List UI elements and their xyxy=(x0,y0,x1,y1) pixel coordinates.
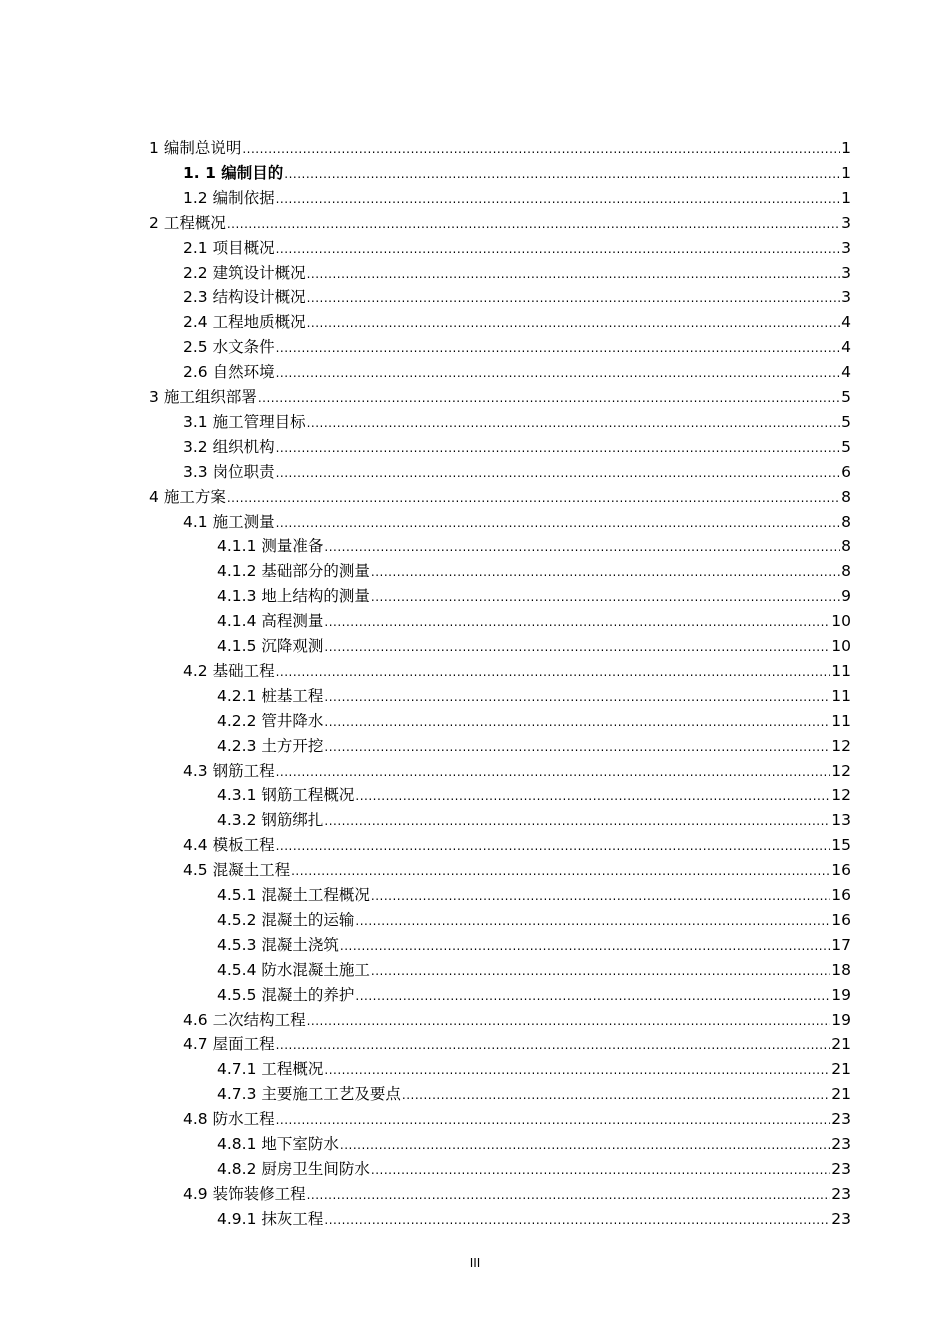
toc-entry-number: 4.3.2 xyxy=(217,811,257,830)
toc-entry-title xyxy=(183,236,275,261)
toc-entry-number: 2.4 xyxy=(183,313,208,332)
toc-entry-title xyxy=(183,285,306,310)
toc-entry-text: 工程概况 xyxy=(163,213,226,232)
toc-dot-leader xyxy=(324,809,830,834)
toc-entry-page: 11 xyxy=(831,661,851,680)
toc-entry-page: 21 xyxy=(831,1060,851,1079)
toc-entry-number: 4.7.1 xyxy=(217,1060,257,1079)
toc-dot-leader xyxy=(371,959,830,984)
toc-dot-leader xyxy=(355,909,830,934)
toc-entry-title xyxy=(217,1082,401,1107)
toc-entry-text: 地下室防水 xyxy=(261,1135,339,1153)
toc-dot-leader xyxy=(324,1208,830,1233)
toc-entry-text: 主要施工工艺及要点 xyxy=(261,1085,401,1104)
toc-dot-leader xyxy=(355,984,830,1009)
toc-entry-number: 3.2 xyxy=(183,437,208,456)
toc-entry-page: 16 xyxy=(831,861,851,880)
toc-dot-leader xyxy=(276,436,841,461)
toc-entry-number: 4.9 xyxy=(183,1184,208,1203)
toc-entry-page: 9 xyxy=(841,587,851,606)
toc-entry[interactable] xyxy=(183,833,851,858)
toc-entry-number: 2 xyxy=(149,213,159,232)
toc-entry-page: 1 xyxy=(841,139,851,157)
toc-dot-leader xyxy=(276,660,831,685)
toc-entry-number: 4.6 xyxy=(183,1010,208,1029)
toc-entry-number: 4.1.4 xyxy=(217,612,257,631)
toc-entry-text: 施工方案 xyxy=(163,487,226,506)
toc-entry-title xyxy=(183,161,283,186)
toc-entry-number: 4.3.1 xyxy=(217,786,257,805)
toc-entry[interactable] xyxy=(217,559,851,584)
toc-entry-title xyxy=(217,534,323,559)
toc-entry-title xyxy=(217,1132,339,1157)
toc-dot-leader xyxy=(307,311,841,336)
toc-entry-text: 土方开挖 xyxy=(261,736,324,755)
toc-entry-page: 23 xyxy=(831,1159,851,1178)
toc-dot-leader xyxy=(276,361,841,386)
toc-entry-page: 12 xyxy=(831,736,851,755)
toc-entry-number: 4.1.5 xyxy=(217,637,257,655)
toc-entry-page: 3 xyxy=(841,263,851,282)
toc-entry-text: 模板工程 xyxy=(212,836,275,855)
toc-dot-leader xyxy=(355,784,830,809)
toc-entry-page: 11 xyxy=(831,686,851,705)
toc-entry-page: 21 xyxy=(831,1035,851,1054)
toc-entry-page: 15 xyxy=(831,836,851,855)
toc-entry-title xyxy=(217,883,370,908)
toc-entry-title xyxy=(183,1032,275,1057)
toc-dot-leader xyxy=(307,262,841,287)
toc-dot-leader xyxy=(371,884,830,909)
toc-entry-page: 8 xyxy=(841,537,851,556)
toc-entry-page: 23 xyxy=(831,1184,851,1203)
toc-entry-title xyxy=(217,1057,323,1082)
toc-entry[interactable] xyxy=(183,310,851,335)
toc-dot-leader xyxy=(324,685,830,710)
toc-dot-leader xyxy=(307,1009,831,1034)
toc-dot-leader xyxy=(371,1158,830,1183)
toc-entry-title xyxy=(183,335,275,360)
toc-entry-page: 1 xyxy=(841,188,851,207)
toc-entry[interactable] xyxy=(217,883,851,908)
toc-entry-number: 4.8 xyxy=(183,1110,208,1129)
toc-entry-text: 混凝土浇筑 xyxy=(261,935,339,954)
toc-entry-text: 自然环境 xyxy=(212,363,275,382)
toc-entry-text: 桩基工程 xyxy=(261,686,324,705)
toc-entry-number: 4.1 xyxy=(183,512,208,531)
toc-entry[interactable] xyxy=(217,1207,851,1232)
toc-entry-title xyxy=(183,186,275,211)
toc-entry[interactable] xyxy=(217,783,851,808)
toc-entry-text: 建筑设计概况 xyxy=(212,263,306,282)
toc-entry-page: 18 xyxy=(831,960,851,979)
toc-dot-leader xyxy=(276,760,831,785)
toc-dot-leader xyxy=(258,386,840,411)
toc-entry-page: 4 xyxy=(841,313,851,332)
toc-entry-text: 基础工程 xyxy=(212,661,275,680)
toc-dot-leader xyxy=(242,137,840,162)
toc-entry-page: 3 xyxy=(841,288,851,307)
toc-entry[interactable] xyxy=(217,734,851,759)
toc-entry-page: 23 xyxy=(831,1135,851,1153)
toc-entry-title xyxy=(217,783,354,808)
toc-entry-title xyxy=(217,559,370,584)
toc-entry[interactable] xyxy=(183,261,851,286)
toc-entry-title xyxy=(183,261,306,286)
toc-entry-number: 2.6 xyxy=(183,363,208,382)
toc-entry-text: 厨房卫生间防水 xyxy=(261,1159,370,1178)
toc-entry-page: 10 xyxy=(831,637,851,655)
toc-entry-number: 4.2 xyxy=(183,661,208,680)
toc-entry-text: 项目概况 xyxy=(212,238,275,257)
toc-entry-title xyxy=(183,310,306,335)
toc-entry-number: 4.7 xyxy=(183,1035,208,1054)
toc-entry[interactable] xyxy=(149,211,851,236)
toc-entry-page: 21 xyxy=(831,1085,851,1104)
toc-entry-number: 4.5.1 xyxy=(217,886,257,904)
toc-entry-number: 4.8.2 xyxy=(217,1159,257,1178)
toc-entry[interactable] xyxy=(183,510,851,535)
toc-dot-leader xyxy=(324,610,830,635)
toc-entry-number: 2.5 xyxy=(183,338,208,357)
toc-dot-leader xyxy=(227,212,840,237)
toc-entry-title xyxy=(217,958,370,983)
toc-entry-title xyxy=(217,709,323,734)
toc-entry-page: 5 xyxy=(841,437,851,456)
toc-entry-page: 8 xyxy=(841,562,851,581)
toc-entry[interactable] xyxy=(217,584,851,609)
toc-entry-text: 结构设计概况 xyxy=(212,288,306,307)
toc-entry[interactable] xyxy=(183,858,851,883)
toc-dot-leader xyxy=(324,735,830,760)
toc-entry-title xyxy=(217,808,323,833)
toc-entry-page: 12 xyxy=(831,761,851,780)
toc-entry-title xyxy=(183,460,275,485)
toc-entry-number: 4.5.2 xyxy=(217,910,257,929)
toc-entry-number: 1. 1 xyxy=(183,163,216,182)
toc-entry[interactable] xyxy=(217,1157,851,1182)
toc-entry-number: 4.2.2 xyxy=(217,711,257,730)
toc-entry-page: 19 xyxy=(831,1010,851,1029)
toc-entry-title xyxy=(217,609,323,634)
toc-entry-page: 5 xyxy=(841,412,851,431)
toc-entry-number: 4.8.1 xyxy=(217,1135,257,1153)
toc-entry-page: 4 xyxy=(841,338,851,357)
toc-entry-text: 工程概况 xyxy=(261,1060,324,1079)
toc-entry-page: 10 xyxy=(831,612,851,631)
toc-entry[interactable] xyxy=(183,1107,851,1132)
toc-dot-leader xyxy=(371,560,840,585)
toc-entry-number: 2.2 xyxy=(183,263,208,282)
toc-entry[interactable] xyxy=(183,435,851,460)
toc-entry-number: 4.1.1 xyxy=(217,537,257,556)
toc-dot-leader xyxy=(276,1108,831,1133)
toc-entry[interactable] xyxy=(217,1057,851,1082)
toc-entry[interactable] xyxy=(217,808,851,833)
toc-entry-text: 钢筋工程概况 xyxy=(261,786,355,805)
toc-entry[interactable] xyxy=(149,485,851,510)
toc-entry[interactable] xyxy=(183,1032,851,1057)
toc-entry-page: 8 xyxy=(841,487,851,506)
toc-dot-leader xyxy=(307,411,841,436)
toc-entry-number: 2.3 xyxy=(183,288,208,307)
toc-entry-number: 4.5.4 xyxy=(217,960,257,979)
toc-entry-page: 17 xyxy=(831,935,851,954)
toc-entry[interactable] xyxy=(217,709,851,734)
toc-entry-page: 23 xyxy=(831,1209,851,1228)
toc-entry-title xyxy=(183,435,275,460)
toc-dot-leader xyxy=(276,1033,831,1058)
toc-entry-number: 4 xyxy=(149,487,159,506)
toc-entry-number: 1 xyxy=(149,139,159,157)
toc-entry-page: 19 xyxy=(831,985,851,1004)
toc-entry[interactable] xyxy=(183,236,851,261)
toc-entry[interactable] xyxy=(217,1082,851,1107)
toc-entry-text: 屋面工程 xyxy=(212,1035,275,1054)
toc-entry-page: 5 xyxy=(841,388,851,406)
toc-entry-title xyxy=(183,1182,306,1207)
toc-entry-text: 基础部分的测量 xyxy=(261,562,370,581)
toc-dot-leader xyxy=(324,535,840,560)
toc-entry-title xyxy=(217,584,370,609)
toc-entry-page: 16 xyxy=(831,910,851,929)
toc-entry-text: 防水混凝土施工 xyxy=(261,960,370,979)
toc-dot-leader xyxy=(340,934,830,959)
toc-dot-leader xyxy=(276,834,831,859)
toc-entry-title xyxy=(183,759,275,784)
toc-entry-page: 23 xyxy=(831,1110,851,1129)
toc-entry[interactable] xyxy=(183,335,851,360)
toc-entry-number: 4.5.3 xyxy=(217,935,257,954)
toc-entry[interactable] xyxy=(149,136,851,161)
toc-dot-leader xyxy=(276,237,841,262)
toc-entry-title xyxy=(149,211,226,236)
toc-entry-page: 3 xyxy=(841,213,851,232)
toc-entry[interactable] xyxy=(183,285,851,310)
toc-entry-number: 4.2.1 xyxy=(217,686,257,705)
toc-entry-text: 管井降水 xyxy=(261,711,324,730)
toc-entry-title xyxy=(217,983,354,1008)
toc-entry-title xyxy=(183,410,306,435)
toc-dot-leader xyxy=(402,1083,830,1108)
toc-entry[interactable] xyxy=(217,634,851,659)
toc-entry-page: 12 xyxy=(831,786,851,805)
toc-entry-page: 16 xyxy=(831,886,851,904)
toc-entry-title xyxy=(183,858,290,883)
toc-entry-text: 混凝土的养护 xyxy=(261,985,355,1004)
toc-entry[interactable] xyxy=(183,186,851,211)
toc-entry-text: 抹灰工程 xyxy=(261,1209,324,1228)
toc-entry-text: 水文条件 xyxy=(212,338,275,357)
toc-entry[interactable] xyxy=(217,534,851,559)
toc-dot-leader xyxy=(276,511,841,536)
page-number: III xyxy=(469,1256,481,1270)
toc-entry-text: 混凝土工程 xyxy=(212,861,291,880)
toc-entry-title xyxy=(183,833,275,858)
toc-entry[interactable] xyxy=(183,410,851,435)
toc-entry-page: 1 xyxy=(841,163,851,182)
toc-dot-leader xyxy=(307,1183,831,1208)
toc-entry-text: 编制目的 xyxy=(221,163,284,182)
toc-entry-text: 施工测量 xyxy=(212,512,275,531)
toc-dot-leader xyxy=(324,635,830,660)
toc-entry-number: 3.3 xyxy=(183,462,208,481)
toc-entry-text: 地上结构的测量 xyxy=(261,587,370,606)
toc-entry-title xyxy=(183,360,275,385)
toc-entry-text: 组织机构 xyxy=(212,437,275,456)
toc-dot-leader xyxy=(284,162,840,187)
toc-entry[interactable] xyxy=(217,1132,851,1157)
toc-entry[interactable] xyxy=(183,460,851,485)
toc-entry-text: 装饰装修工程 xyxy=(212,1184,306,1203)
toc-entry-text: 工程地质概况 xyxy=(212,313,306,332)
toc-entry-text: 混凝土工程概况 xyxy=(261,886,370,904)
toc-entry-number: 4.9.1 xyxy=(217,1209,257,1228)
toc-entry-title xyxy=(183,659,275,684)
toc-dot-leader xyxy=(276,461,841,486)
toc-entry[interactable] xyxy=(183,1182,851,1207)
toc-entry-page: 13 xyxy=(831,811,851,830)
toc-entry-number: 4.1.2 xyxy=(217,562,257,581)
toc-dot-leader xyxy=(227,486,840,511)
toc-entry[interactable] xyxy=(183,659,851,684)
toc-entry-number: 3.1 xyxy=(183,412,208,431)
toc-entry[interactable] xyxy=(149,385,851,410)
toc-entry[interactable] xyxy=(217,933,851,958)
toc-entry-text: 岗位职责 xyxy=(212,462,275,481)
toc-entry-title xyxy=(217,908,354,933)
toc-entry-number: 3 xyxy=(149,388,159,406)
toc-entry-text: 编制依据 xyxy=(212,188,275,207)
toc-entry-text: 二次结构工程 xyxy=(212,1010,306,1029)
toc-dot-leader xyxy=(324,710,830,735)
toc-entry-title xyxy=(183,1107,275,1132)
toc-entry-title xyxy=(217,634,323,659)
toc-entry-text: 沉降观测 xyxy=(261,637,324,655)
toc-entry-text: 施工组织部署 xyxy=(163,388,257,406)
toc-entry-text: 混凝土的运输 xyxy=(261,910,355,929)
toc-entry[interactable] xyxy=(217,684,851,709)
toc-dot-leader xyxy=(276,187,841,212)
toc-entry-number: 1.2 xyxy=(183,188,208,207)
toc-entry[interactable] xyxy=(217,958,851,983)
toc-entry-number: 4.4 xyxy=(183,836,208,855)
toc-entry-number: 4.2.3 xyxy=(217,736,257,755)
toc-entry-title xyxy=(217,684,323,709)
toc-dot-leader xyxy=(276,336,841,361)
toc-entry-text: 高程测量 xyxy=(261,612,324,631)
toc-entry-number: 4.5 xyxy=(183,861,208,880)
toc-entry-text: 防水工程 xyxy=(212,1110,275,1129)
toc-entry-text: 测量准备 xyxy=(261,537,324,556)
toc-dot-leader xyxy=(307,286,841,311)
toc-entry-title xyxy=(149,385,257,410)
toc-entry[interactable] xyxy=(217,908,851,933)
toc-dot-leader xyxy=(371,585,840,610)
toc-dot-leader xyxy=(340,1133,830,1158)
toc-entry-page: 8 xyxy=(841,512,851,531)
toc-entry-title xyxy=(183,1008,306,1033)
toc-entry-text: 编制总说明 xyxy=(163,139,242,157)
toc-entry-number: 2.1 xyxy=(183,238,208,257)
toc-entry-page: 4 xyxy=(841,363,851,382)
toc-entry-title xyxy=(149,485,226,510)
toc-entry-title xyxy=(217,1207,323,1232)
toc-entry-text: 钢筋工程 xyxy=(212,761,275,780)
toc-entry-title xyxy=(217,734,323,759)
toc-entry-page: 6 xyxy=(841,462,851,481)
toc-entry[interactable] xyxy=(217,609,851,634)
toc-dot-leader xyxy=(291,859,830,884)
toc-entry-number: 4.7.3 xyxy=(217,1085,257,1104)
toc-entry-number: 4.5.5 xyxy=(217,985,257,1004)
toc-entry-page: 11 xyxy=(831,711,851,730)
toc-entry[interactable] xyxy=(183,1008,851,1033)
toc-entry-number: 4.1.3 xyxy=(217,587,257,606)
toc-entry[interactable] xyxy=(183,360,851,385)
toc-dot-leader xyxy=(324,1058,830,1083)
toc-entry[interactable] xyxy=(183,161,851,186)
toc-entry-title xyxy=(183,510,275,535)
toc-entry-page: 3 xyxy=(841,238,851,257)
toc-entry-title xyxy=(217,1157,370,1182)
toc-entry-text: 钢筋绑扎 xyxy=(261,811,324,830)
toc-entry[interactable] xyxy=(183,759,851,784)
toc-entry-text: 施工管理目标 xyxy=(212,412,306,431)
toc-entry-title xyxy=(217,933,339,958)
toc-entry[interactable] xyxy=(217,983,851,1008)
toc-entry-title xyxy=(149,136,241,161)
toc-entry-number: 4.3 xyxy=(183,761,208,780)
